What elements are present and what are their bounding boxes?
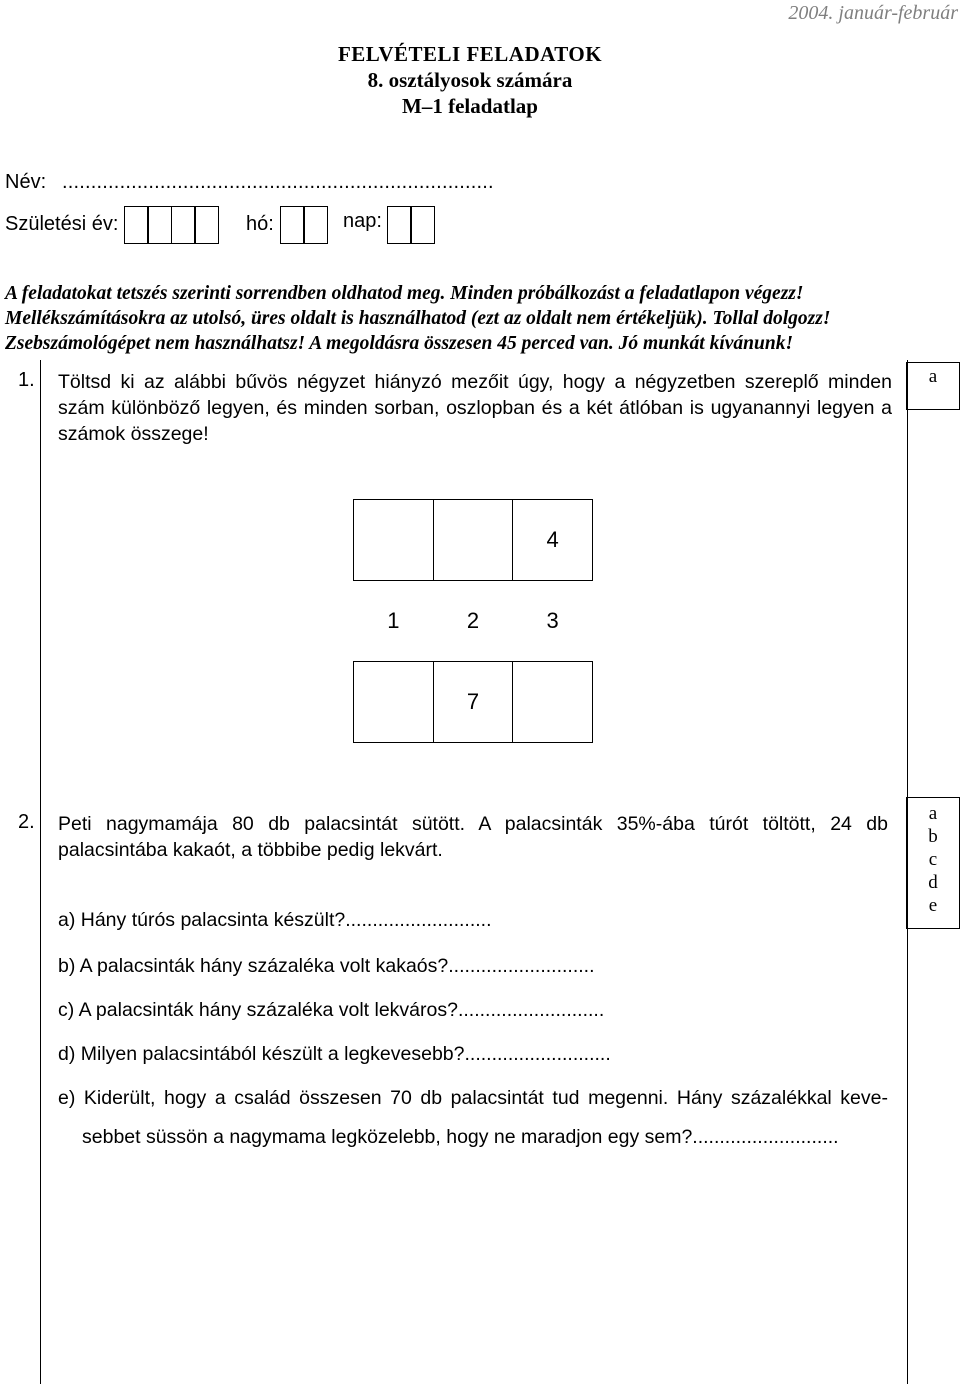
year-digit-box[interactable] (171, 206, 196, 244)
birth-year-boxes (125, 206, 219, 244)
task2-number: 2. (18, 811, 35, 833)
magic-square (353, 499, 593, 743)
magic-cell: 4 (513, 500, 593, 581)
month-digit-box[interactable] (280, 206, 305, 244)
task2-text: Peti nagymamája 80 db palacsintát sütött. A palacsinták 35%-ába túrót töltött, 24 db palacsintába kakaót, a többibe pedig lekvárt. (58, 813, 888, 861)
year-digit-box[interactable] (194, 206, 219, 244)
page-subtitle: 8. osztályosok számára (367, 68, 573, 92)
year-digit-box[interactable] (147, 206, 172, 244)
magic-cell[interactable] (513, 662, 593, 743)
question-a[interactable]: a) Hány túrós palacsinta készült?........................... (58, 909, 492, 931)
question-e-line1: e) Kiderült, hogy a család összesen 70 db palacsintát tud megenni. Hány százalékkal keve- (58, 1087, 888, 1109)
task1-text: Töltsd ki az alábbi bűvös négyzet hiányzó mezőit úgy, hogy a négyzetben szereplő minden szám különböző legyen, és minden sorban, oszlopban és a két átlóban is ugyanannyi legyen a számok összege! (58, 371, 892, 445)
magic-cell[interactable] (354, 662, 434, 743)
sheet-id: M–1 feladatlap (402, 94, 538, 118)
instructions-line: A feladatokat tetszés szerinti sorrendben oldhatod meg. Minden próbálkozást a feladatlapon végezz! (5, 283, 804, 304)
month-label: hó: (246, 213, 274, 235)
year-digit-box[interactable] (124, 206, 149, 244)
instructions-line: Mellékszámításokra az utolsó, üres oldalt is használhatod (ezt az oldalt nem értékeljük). Tollal dolgozz! (5, 308, 831, 329)
magic-cell[interactable] (354, 500, 434, 581)
day-label: nap: (343, 210, 382, 232)
instructions-line: Zsebszámológépet nem használhatsz! A megoldásra összesen 45 perced van. Jó munkát kívánunk! (5, 333, 794, 354)
question-d[interactable]: d) Milyen palacsintából készült a legkevesebb?........................... (58, 1043, 611, 1065)
instructions (5, 281, 960, 356)
magic-cell: 1 (387, 608, 400, 633)
score-label-a: a (928, 803, 938, 824)
magic-cell: 7 (433, 662, 513, 743)
exam-date: 2004. január-február (788, 2, 958, 24)
score-label-a: a (928, 366, 938, 387)
score-label-c: c (928, 849, 938, 870)
birth-year-label: Születési év: (5, 213, 119, 235)
task1-number: 1. (18, 369, 35, 391)
magic-cell: 3 (546, 608, 559, 633)
score-label-e: e (928, 895, 938, 916)
question-c[interactable]: c) A palacsinták hány százaléka volt lekváros?........................... (58, 999, 605, 1021)
day-digit-box[interactable] (387, 206, 412, 244)
magic-cell[interactable] (433, 500, 513, 581)
question-b[interactable]: b) A palacsinták hány százaléka volt kakaós?........................... (58, 955, 595, 977)
name-label: Név: (5, 171, 47, 193)
magic-cell: 2 (466, 608, 480, 633)
score-label-d: d (928, 872, 938, 893)
day-digit-box[interactable] (410, 206, 435, 244)
month-digit-box[interactable] (303, 206, 328, 244)
month-boxes (281, 206, 328, 244)
page-title: FELVÉTELI FELADATOK (337, 42, 603, 66)
question-e-line2[interactable]: sebbet süssön a nagymama legközelebb, hogy ne maradjon egy sem?........................... (82, 1126, 839, 1148)
name-field[interactable]: ........................................................................... (62, 171, 494, 193)
day-boxes (388, 206, 435, 244)
score-label-b: b (928, 826, 938, 847)
task2-score-box (906, 797, 960, 929)
task1-score-box (906, 362, 960, 410)
